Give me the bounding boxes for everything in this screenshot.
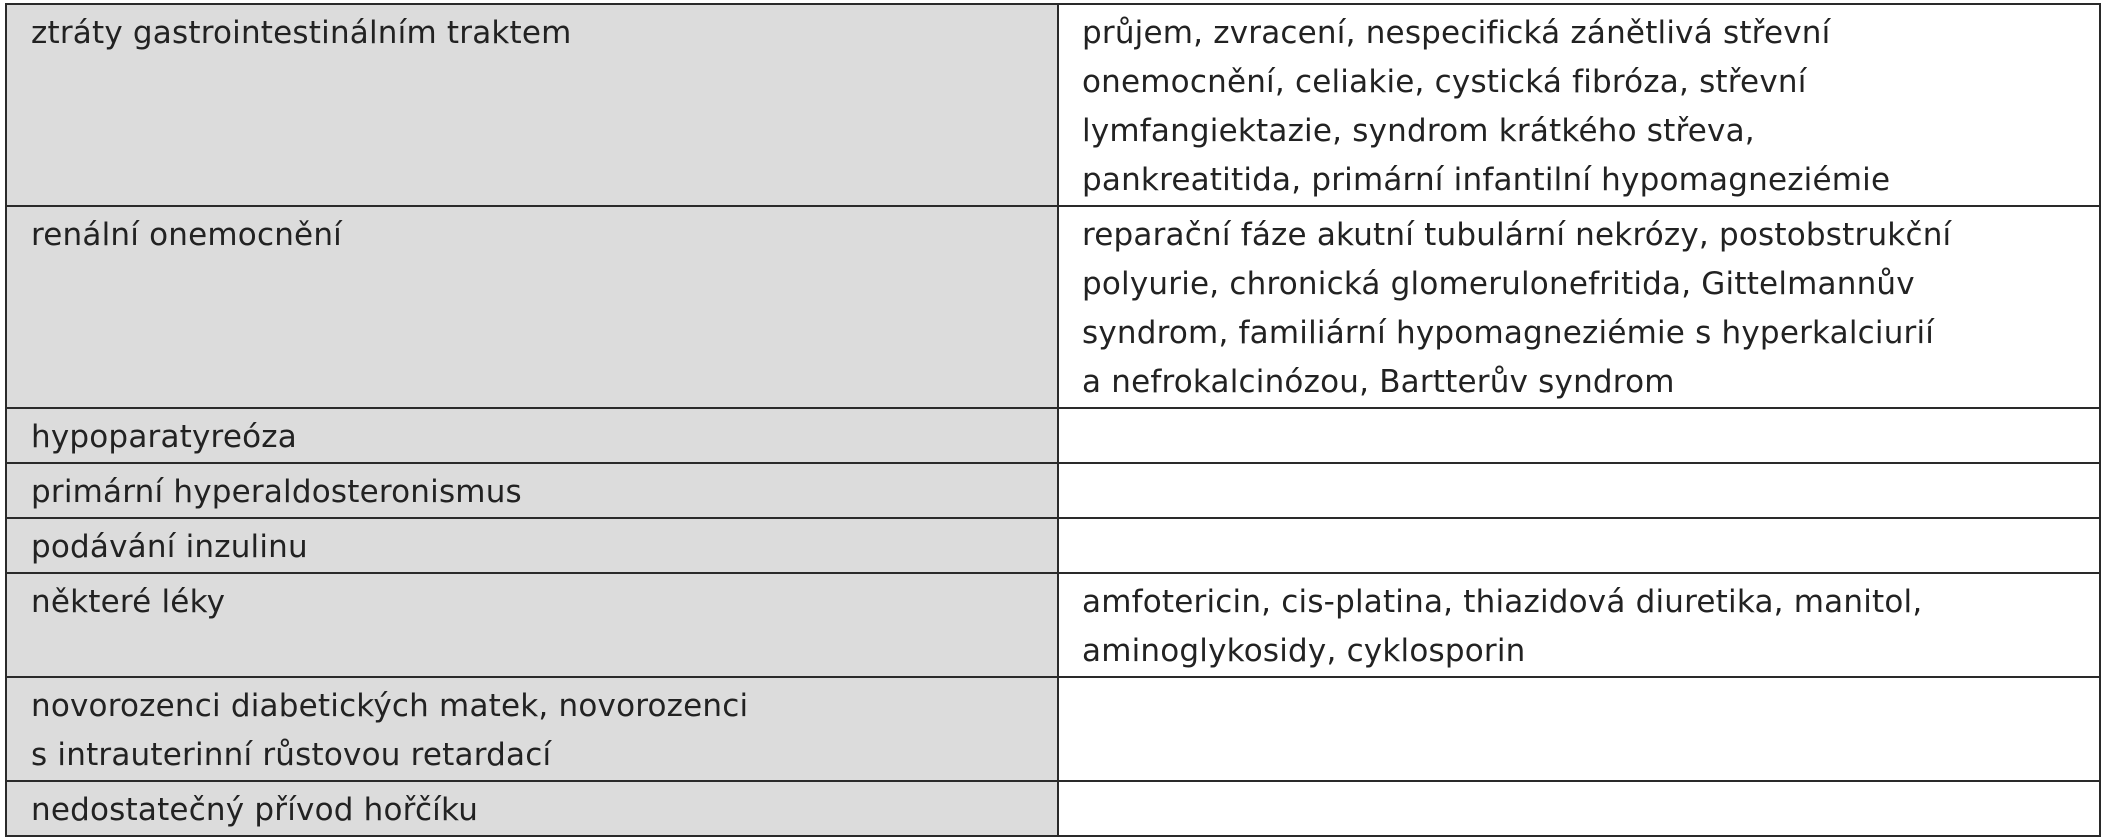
detail-cell: [1058, 463, 2100, 518]
cause-cell: [6, 206, 1058, 408]
cause-text: novorozenci diabetických matek, novorozenci: [31, 688, 749, 724]
detail-text: aminoglykosidy, cyklosporin: [1082, 633, 1526, 669]
table-row: [6, 573, 2100, 677]
cause-text: primární hyperaldosteronismus: [31, 474, 522, 510]
cause-text: hypoparatyreóza: [31, 419, 297, 455]
causes-table: [5, 3, 2101, 837]
detail-text: syndrom, familiární hypomagneziémie s hyperkalciurií: [1082, 315, 1935, 351]
cause-cell: [6, 677, 1058, 781]
cause-text: s intrauterinní růstovou retardací: [31, 737, 552, 773]
detail-cell: [1058, 518, 2100, 573]
cause-cell: [6, 463, 1058, 518]
cause-text: některé léky: [31, 584, 226, 620]
cause-text: renální onemocnění: [31, 217, 342, 253]
detail-text: pankreatitida, primární infantilní hypomagneziémie: [1082, 162, 1891, 198]
cause-cell: [6, 4, 1058, 206]
detail-text: lymfangiektazie, syndrom krátkého střeva,: [1082, 113, 1755, 149]
detail-cell: [1058, 781, 2100, 836]
detail-cell: [1058, 408, 2100, 463]
table-row: [6, 408, 2100, 463]
table-row: [6, 206, 2100, 408]
table-row: [6, 677, 2100, 781]
table-row: [6, 781, 2100, 836]
cause-text: nedostatečný přívod hořčíku: [31, 792, 479, 828]
table-row: [6, 463, 2100, 518]
detail-text: polyurie, chronická glomerulonefritida, Gittelmannův: [1082, 266, 1915, 302]
table-row: [6, 518, 2100, 573]
cause-text: podávání inzulinu: [31, 529, 308, 565]
detail-text: amfotericin, cis-platina, thiazidová diuretika, manitol,: [1082, 584, 1923, 620]
detail-cell: [1058, 4, 2100, 206]
detail-cell: [1058, 677, 2100, 781]
cause-cell: [6, 518, 1058, 573]
detail-text: reparační fáze akutní tubulární nekrózy, postobstrukční: [1082, 217, 1952, 253]
cause-cell: [6, 408, 1058, 463]
detail-text: průjem, zvracení, nespecifická zánětlivá střevní: [1082, 15, 1831, 51]
table-row: [6, 4, 2100, 206]
detail-text: onemocnění, celiakie, cystická fibróza, střevní: [1082, 64, 1807, 100]
detail-cell: [1058, 573, 2100, 677]
cause-cell: [6, 781, 1058, 836]
cause-cell: [6, 573, 1058, 677]
cause-text: ztráty gastrointestinálním traktem: [31, 15, 572, 51]
detail-cell: [1058, 206, 2100, 408]
detail-text: a nefrokalcinózou, Bartterův syndrom: [1082, 364, 1675, 400]
